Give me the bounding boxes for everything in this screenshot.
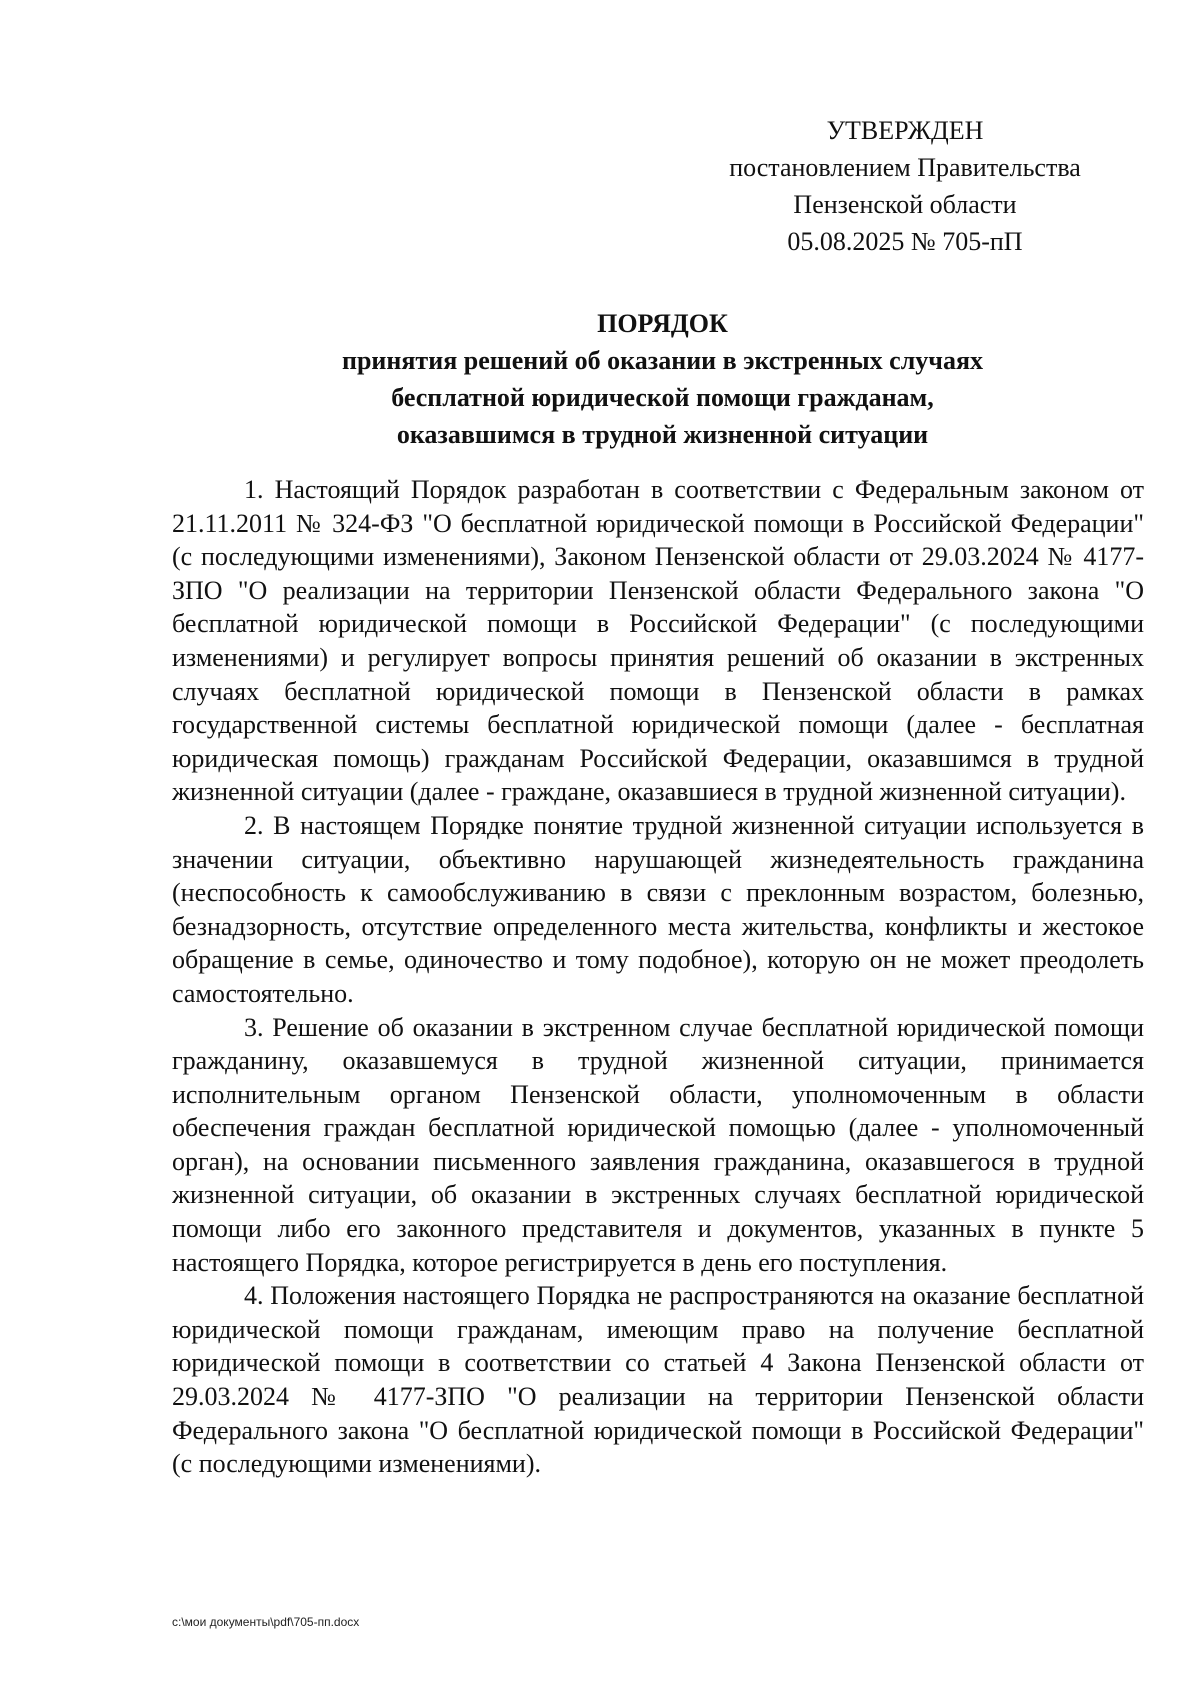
- title-line-2: бесплатной юридической помощи гражданам,: [391, 383, 934, 412]
- document-body: [172, 473, 1144, 1481]
- paragraph-3: 3. Решение об оказании в экстренном случае бесплатной юридической помощи гражданину, оказавшемуся в трудной жизненной ситуации, принимается исполнительным органом Пензенской области, уполномоченным в области обеспечения граждан бесплатной юридической помощью (далее - уполномоченный орган), на основании письменного заявления гражданина, оказавшегося в трудной жизненной ситуации, об оказании в экстренных случаях бесплатной юридической помощи либо его законного представителя и документов, указанных в пункте 5 настоящего Порядка, которое регистрируется в день его поступления.: [172, 1012, 1144, 1277]
- paragraph-4: 4. Положения настоящего Порядка не распространяются на оказание бесплатной юридической помощи гражданам, имеющим право на получение бесплатной юридической помощи в соответствии со статьей 4 Закона Пензенской области от 29.03.2024 № 4177-ЗПО "О реализации на территории Пензенской области Федерального закона "О бесплатной юридической помощи в Российской Федерации" (с последующими изменениями).: [172, 1281, 1144, 1479]
- title-line-3: оказавшимся в трудной жизненной ситуации: [396, 420, 929, 449]
- approval-stamp: [690, 112, 1120, 260]
- title-line-1: принятия решений об оказании в экстренных случаях: [341, 346, 984, 375]
- approval-authority: постановлением Правительства: [729, 153, 1081, 182]
- approval-status: УТВЕРЖДЕН: [826, 116, 984, 145]
- approval-region: Пензенской области: [793, 190, 1017, 219]
- document-title: [170, 305, 1155, 453]
- approval-date-number: 05.08.2025 № 705-пП: [787, 227, 1023, 256]
- paragraph-2: 2. В настоящем Порядке понятие трудной жизненной ситуации используется в значении ситуации, объективно нарушающей жизнедеятельность гражданина (неспособность к самообслуживанию в связи с преклонным возрастом, болезнью, безнадзорность, отсутствие определенного места жительства, конфликты и жестокое обращение в семье, одиночество и тому подобное), которую он не может преодолеть самостоятельно.: [172, 810, 1144, 1008]
- paragraph-1: 1. Настоящий Порядок разработан в соответствии с Федеральным законом от 21.11.2011 № 324-ФЗ "О бесплатной юридической помощи в Российской Федерации" (с последующими изменениями), Законом Пензенской области от 29.03.2024 № 4177-ЗПО "О реализации на территории Пензенской области Федерального закона "О бесплатной юридической помощи в Российской Федерации" (с последующими изменениями) и регулирует вопросы принятия решений об оказании в экстренных случаях бесплатной юридической помощи в Пензенской области в рамках государственной системы бесплатной юридической помощи (далее - бесплатная юридическая помощь) гражданам Российской Федерации, оказавшимся в трудной жизненной ситуации (далее - граждане, оказавшиеся в трудной жизненной ситуации).: [172, 475, 1144, 807]
- footer-file-path: c:\мои документы\pdf\705-пп.docx: [172, 1615, 360, 1629]
- title-heading: ПОРЯДОК: [597, 309, 728, 338]
